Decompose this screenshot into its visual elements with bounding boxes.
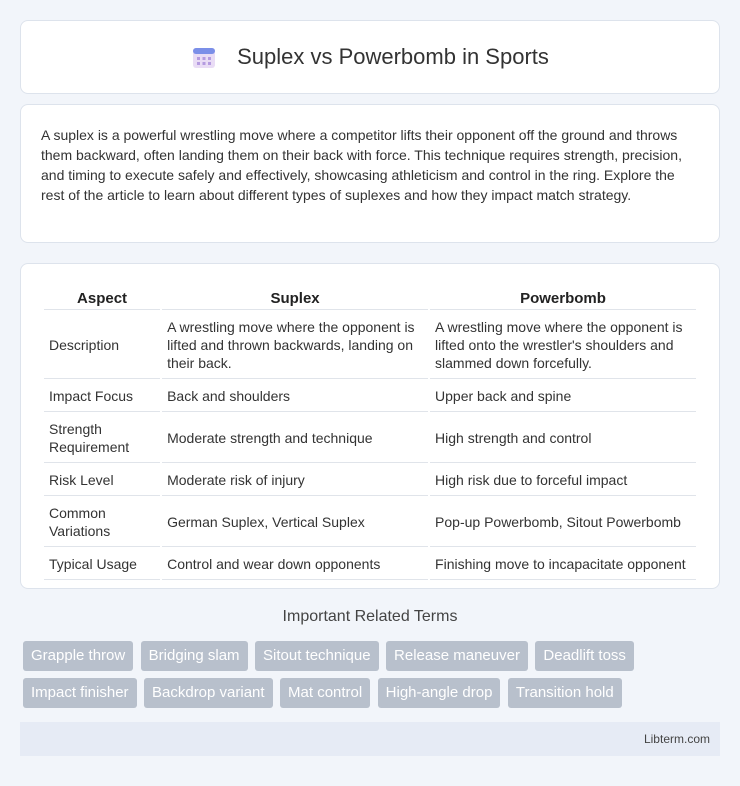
row-powerbomb: High strength and control [430, 414, 696, 463]
related-term-tag[interactable]: Deadlift toss [535, 641, 634, 671]
intro-card [20, 104, 720, 243]
intro-text: A suplex is a powerful wrestling move where a competitor lifts their opponent off the ground and throws them backward, often landing them on their back with force. This technique requires strength, precision, and timing to execute safely and effectively, showcasing athleticism and control in the ring. Explore the rest of the article to learn about different types of suplexes and how they impact match strategy. [41, 127, 682, 203]
row-aspect: Impact Focus [44, 381, 160, 412]
related-term-tag[interactable]: Transition hold [508, 678, 622, 708]
header-card [20, 20, 720, 94]
related-term-tag[interactable]: Release maneuver [386, 641, 528, 671]
row-aspect: Common Variations [44, 498, 160, 547]
row-aspect: Description [44, 312, 160, 379]
row-suplex: Moderate risk of injury [162, 465, 428, 496]
related-terms-title: Important Related Terms [282, 608, 458, 625]
row-suplex: Back and shoulders [162, 381, 428, 412]
comparison-table-card [20, 263, 720, 589]
row-powerbomb: Finishing move to incapacitate opponent [430, 549, 696, 580]
row-suplex: Moderate strength and technique [162, 414, 428, 463]
related-term-tag[interactable]: Grapple throw [23, 641, 133, 671]
header-powerbomb: Powerbomb [430, 286, 696, 310]
row-suplex: Control and wear down opponents [162, 549, 428, 580]
related-term-tag[interactable]: Bridging slam [141, 641, 248, 671]
related-term-tag[interactable]: High-angle drop [378, 678, 501, 708]
row-powerbomb: Upper back and spine [430, 381, 696, 412]
table-row [44, 414, 696, 463]
table-row [44, 498, 696, 547]
related-term-tag[interactable]: Backdrop variant [144, 678, 273, 708]
row-aspect: Strength Requirement [44, 414, 160, 463]
footer-site-link[interactable]: Libterm.com [643, 732, 710, 746]
related-term-tag[interactable]: Impact finisher [23, 678, 137, 708]
table-row [44, 312, 696, 379]
page-title: Suplex vs Powerbomb in Sports [237, 44, 549, 69]
row-aspect: Risk Level [44, 465, 160, 496]
table-row [44, 381, 696, 412]
row-aspect: Typical Usage [44, 549, 160, 580]
calendar-grid-icon [191, 44, 217, 70]
table-row [44, 549, 696, 580]
comparison-table [42, 284, 698, 582]
row-suplex: German Suplex, Vertical Suplex [162, 498, 428, 547]
table-row [44, 465, 696, 496]
related-term-tag[interactable]: Mat control [280, 678, 370, 708]
related-term-tag[interactable]: Sitout technique [255, 641, 379, 671]
header-suplex: Suplex [162, 286, 428, 310]
header-aspect: Aspect [44, 286, 160, 310]
table-header-row [44, 286, 696, 310]
related-terms-list [23, 641, 723, 715]
footer [20, 722, 720, 756]
row-suplex: A wrestling move where the opponent is lifted and thrown backwards, landing on their back. [162, 312, 428, 379]
row-powerbomb: High risk due to forceful impact [430, 465, 696, 496]
row-powerbomb: Pop-up Powerbomb, Sitout Powerbomb [430, 498, 696, 547]
row-powerbomb: A wrestling move where the opponent is lifted onto the wrestler's shoulders and slammed down forcefully. [430, 312, 696, 379]
